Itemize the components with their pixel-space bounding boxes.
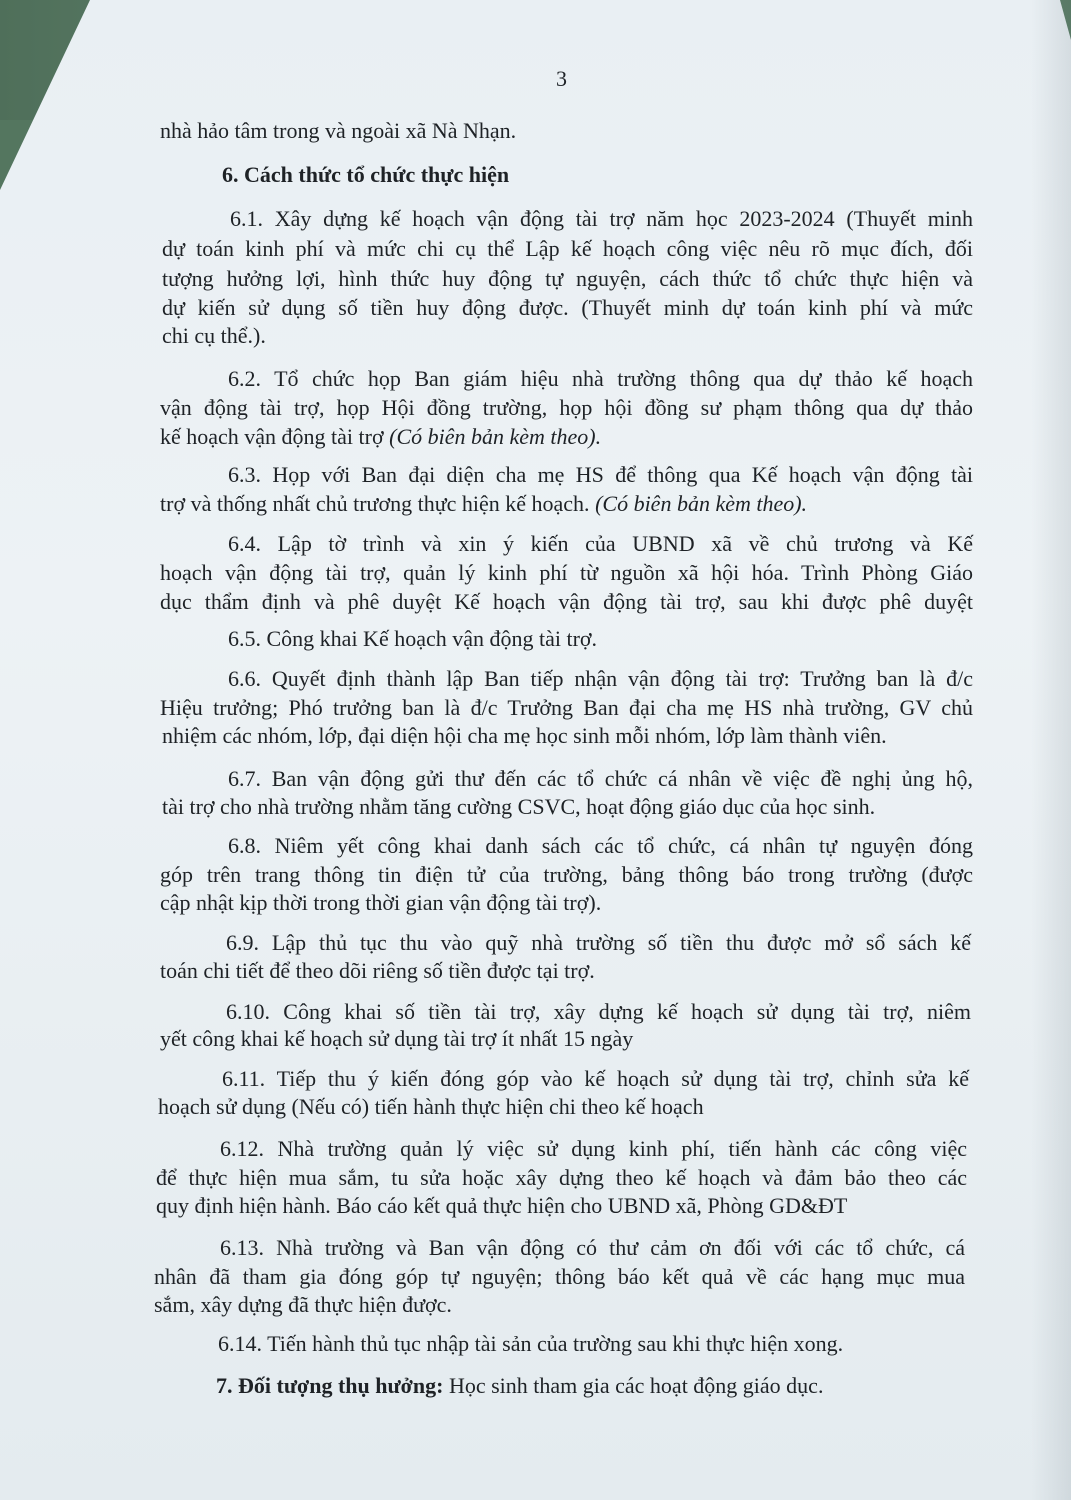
paragraph-line: yết công khai kế hoạch sử dụng tài trợ ít nhất 15 ngày — [160, 1026, 634, 1051]
paragraph-line: kế hoạch vận động tài trợ (Có biên bản kèm theo). — [160, 424, 602, 449]
paragraph-line: trợ và thống nhất chủ trương thực hiện kế hoạch. (Có biên bản kèm theo). — [160, 491, 808, 516]
paragraph-line: 6.12. Nhà trường quản lý việc sử dụng kinh phí, tiến hành các công việc — [220, 1136, 967, 1161]
paragraph-line: nhân đã tham gia đóng góp tự nguyện; thông báo kết quả về các hạng mục mua — [154, 1264, 965, 1289]
paragraph-line: 6.3. Họp với Ban đại diện cha mẹ HS để thông qua Kế hoạch vận động tài — [228, 462, 973, 487]
paragraph-line: nhiệm các nhóm, lớp, đại diện hội cha mẹ học sinh mỗi nhóm, lớp làm thành viên. — [162, 723, 887, 748]
note-italic: (Có biên bản kèm theo). — [595, 491, 808, 516]
paragraph-line: sắm, xây dựng đã thực hiện được. — [154, 1292, 452, 1317]
paragraph-line: dục thẩm định và phê duyệt Kế hoạch vận động tài trợ, sau khi được phê duyệt — [160, 589, 973, 614]
paragraph-line: cập nhật kịp thời trong thời gian vận động tài trợ). — [160, 890, 602, 915]
paragraph-line: toán chi tiết để theo dõi riêng số tiền được tại trợ. — [160, 958, 595, 983]
note-italic: (Có biên bản kèm theo). — [389, 424, 602, 449]
paragraph-line: 6.14. Tiến hành thủ tục nhập tài sản của trường sau khi thực hiện xong. — [218, 1331, 844, 1356]
paragraph-line: Hiệu trưởng; Phó trưởng ban là đ/c Trưởng Ban đại cha mẹ HS nhà trường, GV chủ — [160, 695, 973, 720]
paragraph-line: 6.4. Lập tờ trình và xin ý kiến của UBND xã về chủ trương và Kế — [228, 531, 973, 556]
page-number: 3 — [556, 66, 567, 91]
paragraph-line: hoạch vận động tài trợ, quản lý kinh phí từ nguồn xã hội hóa. Trình Phòng Giáo — [160, 560, 973, 585]
section6-heading: 6. Cách thức tổ chức thực hiện — [222, 162, 510, 187]
paragraph-line: dự kiến sử dụng số tiền huy động được. (Thuyết minh dự toán kinh phí và mức — [162, 295, 973, 320]
paragraph-line: 6.11. Tiếp thu ý kiến đóng góp vào kế hoạch sử dụng tài trợ, chỉnh sửa kế — [222, 1066, 969, 1091]
paragraph-line: 6.9. Lập thủ tục thu vào quỹ nhà trường số tiền thu được mở sổ sách kế — [226, 930, 971, 955]
paragraph-line: 6.13. Nhà trường và Ban vận động có thư cảm ơn đối với các tổ chức, cá — [220, 1235, 965, 1260]
intro-line: nhà hảo tâm trong và ngoài xã Nà Nhạn. — [160, 118, 517, 143]
paragraph-line: góp trên trang thông tin điện tử của trường, bảng thông báo trong trường (được — [160, 862, 973, 887]
paragraph-line: quy định hiện hành. Báo cáo kết quả thực hiện cho UBND xã, Phòng GD&ĐT — [156, 1193, 848, 1218]
paragraph-line: 6.6. Quyết định thành lập Ban tiếp nhận vận động tài trợ: Trưởng ban là đ/c — [228, 666, 973, 691]
paragraph-line: hoạch sử dụng (Nếu có) tiến hành thực hiện chi theo kế hoạch — [158, 1094, 704, 1119]
section7-text: Học sinh tham gia các hoạt động giáo dục. — [443, 1373, 824, 1398]
paragraph-line: 6.7. Ban vận động gửi thư đến các tổ chức cá nhân về việc đề nghị ủng hộ, — [228, 766, 973, 791]
paragraph-line: tài trợ cho nhà trường nhằm tăng cường CSVC, hoạt động giáo dục của học sinh. — [162, 794, 876, 819]
paragraph-line: 6.8. Niêm yết công khai danh sách các tổ chức, cá nhân tự nguyện đóng — [228, 833, 973, 858]
paragraph-line: 6.5. Công khai Kế hoạch vận động tài trợ. — [228, 626, 598, 651]
paragraph-line: 6.1. Xây dựng kế hoạch vận động tài trợ năm học 2023-2024 (Thuyết minh — [230, 206, 973, 231]
section7-label: 7. Đối tượng thụ hưởng: — [216, 1373, 444, 1398]
paragraph-line: chi cụ thể.). — [162, 323, 266, 348]
section7-line — [216, 1373, 823, 1399]
paragraph-line: để thực hiện mua sắm, tu sửa hoặc xây dựng theo kế hoạch và đảm bảo theo các — [156, 1165, 967, 1190]
paragraph-line: vận động tài trợ, họp Hội đồng trường, họp hội đồng sư phạm thông qua dự thảo — [160, 395, 973, 420]
paragraph-line: 6.2. Tổ chức họp Ban giám hiệu nhà trường thông qua dự thảo kế hoạch — [228, 366, 973, 391]
paragraph-line: 6.10. Công khai số tiền tài trợ, xây dựng kế hoạch sử dụng tài trợ, niêm — [226, 999, 971, 1024]
paragraph-line: tượng hưởng lợi, hình thức huy động tự nguyện, cách thức tổ chức thực hiện và — [162, 266, 973, 291]
paragraph-line: dự toán kinh phí và mức chi cụ thể Lập kế hoạch công việc nêu rõ mục đích, đối — [162, 236, 973, 261]
